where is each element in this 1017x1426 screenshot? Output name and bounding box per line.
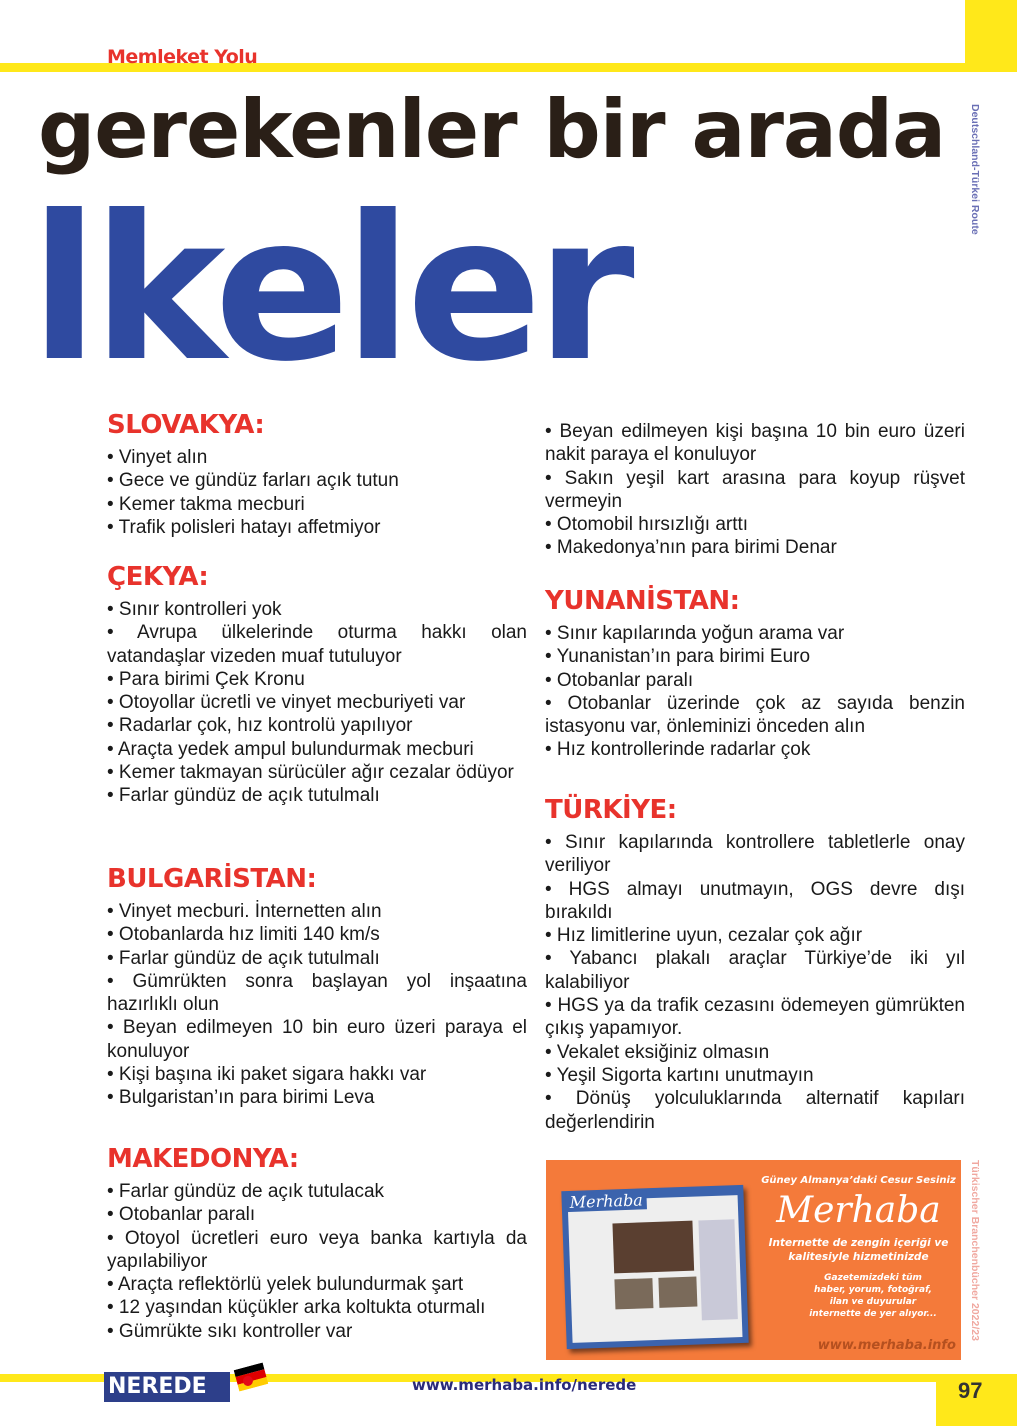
list-item: • Gümrükte sıkı kontroller var (107, 1320, 353, 1342)
list-item: • Yabancı plakalı araçlar Türkiye’de iki yıl kalabiliyor (545, 948, 965, 993)
country-heading: BULGARİSTAN: (107, 864, 317, 894)
page-number: 97 (958, 1378, 983, 1403)
ad-line1: Internette de zengin içeriği ve kalitesiyle hizmetinizde (768, 1237, 949, 1263)
list-item: • Otoyollar ücretli ve vinyet mecburiyeti var (107, 692, 466, 714)
list-item: • Dönüş yolculuklarında alternatif kapıları değerlendirin (545, 1088, 965, 1133)
list-item: • Radarlar çok, hız kontrolü yapılıyor (107, 715, 413, 737)
list-item: • Sınır kapılarında yoğun arama var (545, 623, 845, 644)
list-item: • Vekalet eksiğiniz olmasın (545, 1041, 770, 1063)
side-book-label: Türkischer Branchenbücher 2022/23 (969, 1160, 981, 1341)
country-section (107, 410, 527, 539)
list-item: • HGS almayı unutmayın, OGS devre dışı bırakıldı (545, 878, 965, 923)
country-section (545, 420, 965, 560)
headline: gerekenler bir arada (38, 83, 946, 176)
list-item: • Sakın yeşil kart arasına para koyup rüşvet vermeyin (545, 467, 965, 512)
list-item: • Vinyet alın (107, 447, 208, 468)
list-item: • Sınır kapılarında kontrollere tabletlerle onay veriliyor (545, 832, 965, 877)
list-item: • Bulgaristan’ın para birimi Leva (107, 1087, 375, 1109)
list-item: • Gece ve gündüz farları açık tutun (107, 470, 399, 492)
list-item: • Otobanlar paralı (107, 1204, 256, 1226)
list-item: • Avrupa ülkelerinde oturma hakkı olan vatandaşlar vizeden muaf tutuluyor (107, 622, 527, 667)
list-item: • Otobanlar üzerinde çok az sayıda benzin istasyonu var, önleminizi önceden alın (545, 692, 965, 738)
list-item: • Otomobil hırsızlığı arttı (545, 514, 749, 536)
list-item: • Kişi başına iki paket sigara hakkı var (107, 1064, 427, 1086)
website-logo: Merhaba (565, 1190, 647, 1212)
list-item: • Makedonya’nın para birimi Denar (545, 537, 837, 559)
merhaba-advertisement[interactable] (546, 1160, 961, 1360)
list-item: • Farlar gündüz de açık tutulacak (107, 1181, 385, 1202)
list-item: • Gümrükten sonra başlayan yol inşaatına hazırlıklı olun (107, 970, 527, 1016)
country-heading: MAKEDONYA: (107, 1144, 299, 1174)
list-item: • Trafik polisleri hatayı affetmiyor (107, 516, 381, 538)
list-item: • HGS ya da trafik cezasını ödemeyen gümrükten çıkış yapamıyor. (545, 995, 965, 1040)
website-screenshot (561, 1185, 748, 1349)
country-heading: SLOVAKYA: (107, 410, 265, 440)
list-item: • Kemer takmayan sürücüler ağır cezalar ödüyor (107, 762, 514, 784)
country-heading: ÇEKYA: (107, 562, 209, 592)
list-item: • Para birimi Çek Kronu (107, 668, 305, 690)
ad-url[interactable]: www.merhaba.info (817, 1338, 956, 1353)
list-item: • Otoyol ücretleri euro veya banka kartıyla da yapılabiliyor (107, 1227, 527, 1272)
country-section (545, 795, 965, 1134)
list-item: • Otobanlar paralı (545, 669, 694, 691)
footer-url[interactable]: www.merhaba.info/nerede (412, 1376, 637, 1394)
list-item: • Farlar gündüz de açık tutulmalı (107, 785, 380, 807)
turkey-germany-flag-icon (234, 1362, 269, 1391)
list-item: • Araçta reflektörlü yelek bulundurmak şart (107, 1274, 464, 1296)
big-title: lkeler (30, 173, 629, 406)
list-item: • Beyan edilmeyen kişi başına 10 bin euro üzeri nakit paraya el konuluyor (545, 421, 965, 466)
nerede-logo: NEREDE (104, 1372, 230, 1402)
section-kicker: Memleket Yolu (107, 46, 258, 68)
list-item: • Beyan edilmeyen 10 bin euro üzeri paraya el konuluyor (107, 1017, 527, 1062)
country-heading: TÜRKİYE: (545, 795, 677, 825)
country-section (107, 1144, 527, 1343)
country-section (545, 586, 965, 762)
list-item: • Otobanlarda hız limiti 140 km/s (107, 924, 380, 946)
top-yellow-block (965, 0, 1017, 72)
side-route-label: Deutschland-Türkei Route (969, 104, 981, 235)
ad-tagline: Güney Almanya’daki Cesur Sesiniz (761, 1175, 956, 1186)
country-section (107, 562, 527, 808)
ad-line2: Gazetemizdeki tüm haber, yorum, fotoğraf, ilan ve duyurular internette de yer alıyor... (809, 1273, 937, 1319)
ad-brand: Merhaba (776, 1190, 941, 1231)
list-item: • Araçta yedek ampul bulundurmak mecburi (107, 738, 474, 760)
list-item: • Farlar gündüz de açık tutulmalı (107, 947, 380, 969)
list-item: • Sınır kontrolleri yok (107, 599, 282, 620)
list-item: • Vinyet mecburi. İnternetten alın (107, 901, 382, 922)
country-heading: YUNANİSTAN: (545, 586, 740, 616)
list-item: • Kemer takma mecburi (107, 493, 305, 515)
list-item: • Yunanistan’ın para birimi Euro (545, 646, 811, 668)
list-item: • Yeşil Sigorta kartını unutmayın (545, 1064, 814, 1086)
list-item: • 12 yaşından küçükler arka koltukta oturmalı (107, 1297, 486, 1319)
list-item: • Hız limitlerine uyun, cezalar çok ağır (545, 925, 863, 947)
country-section (107, 864, 527, 1110)
list-item: • Hız kontrollerinde radarlar çok (545, 739, 811, 761)
